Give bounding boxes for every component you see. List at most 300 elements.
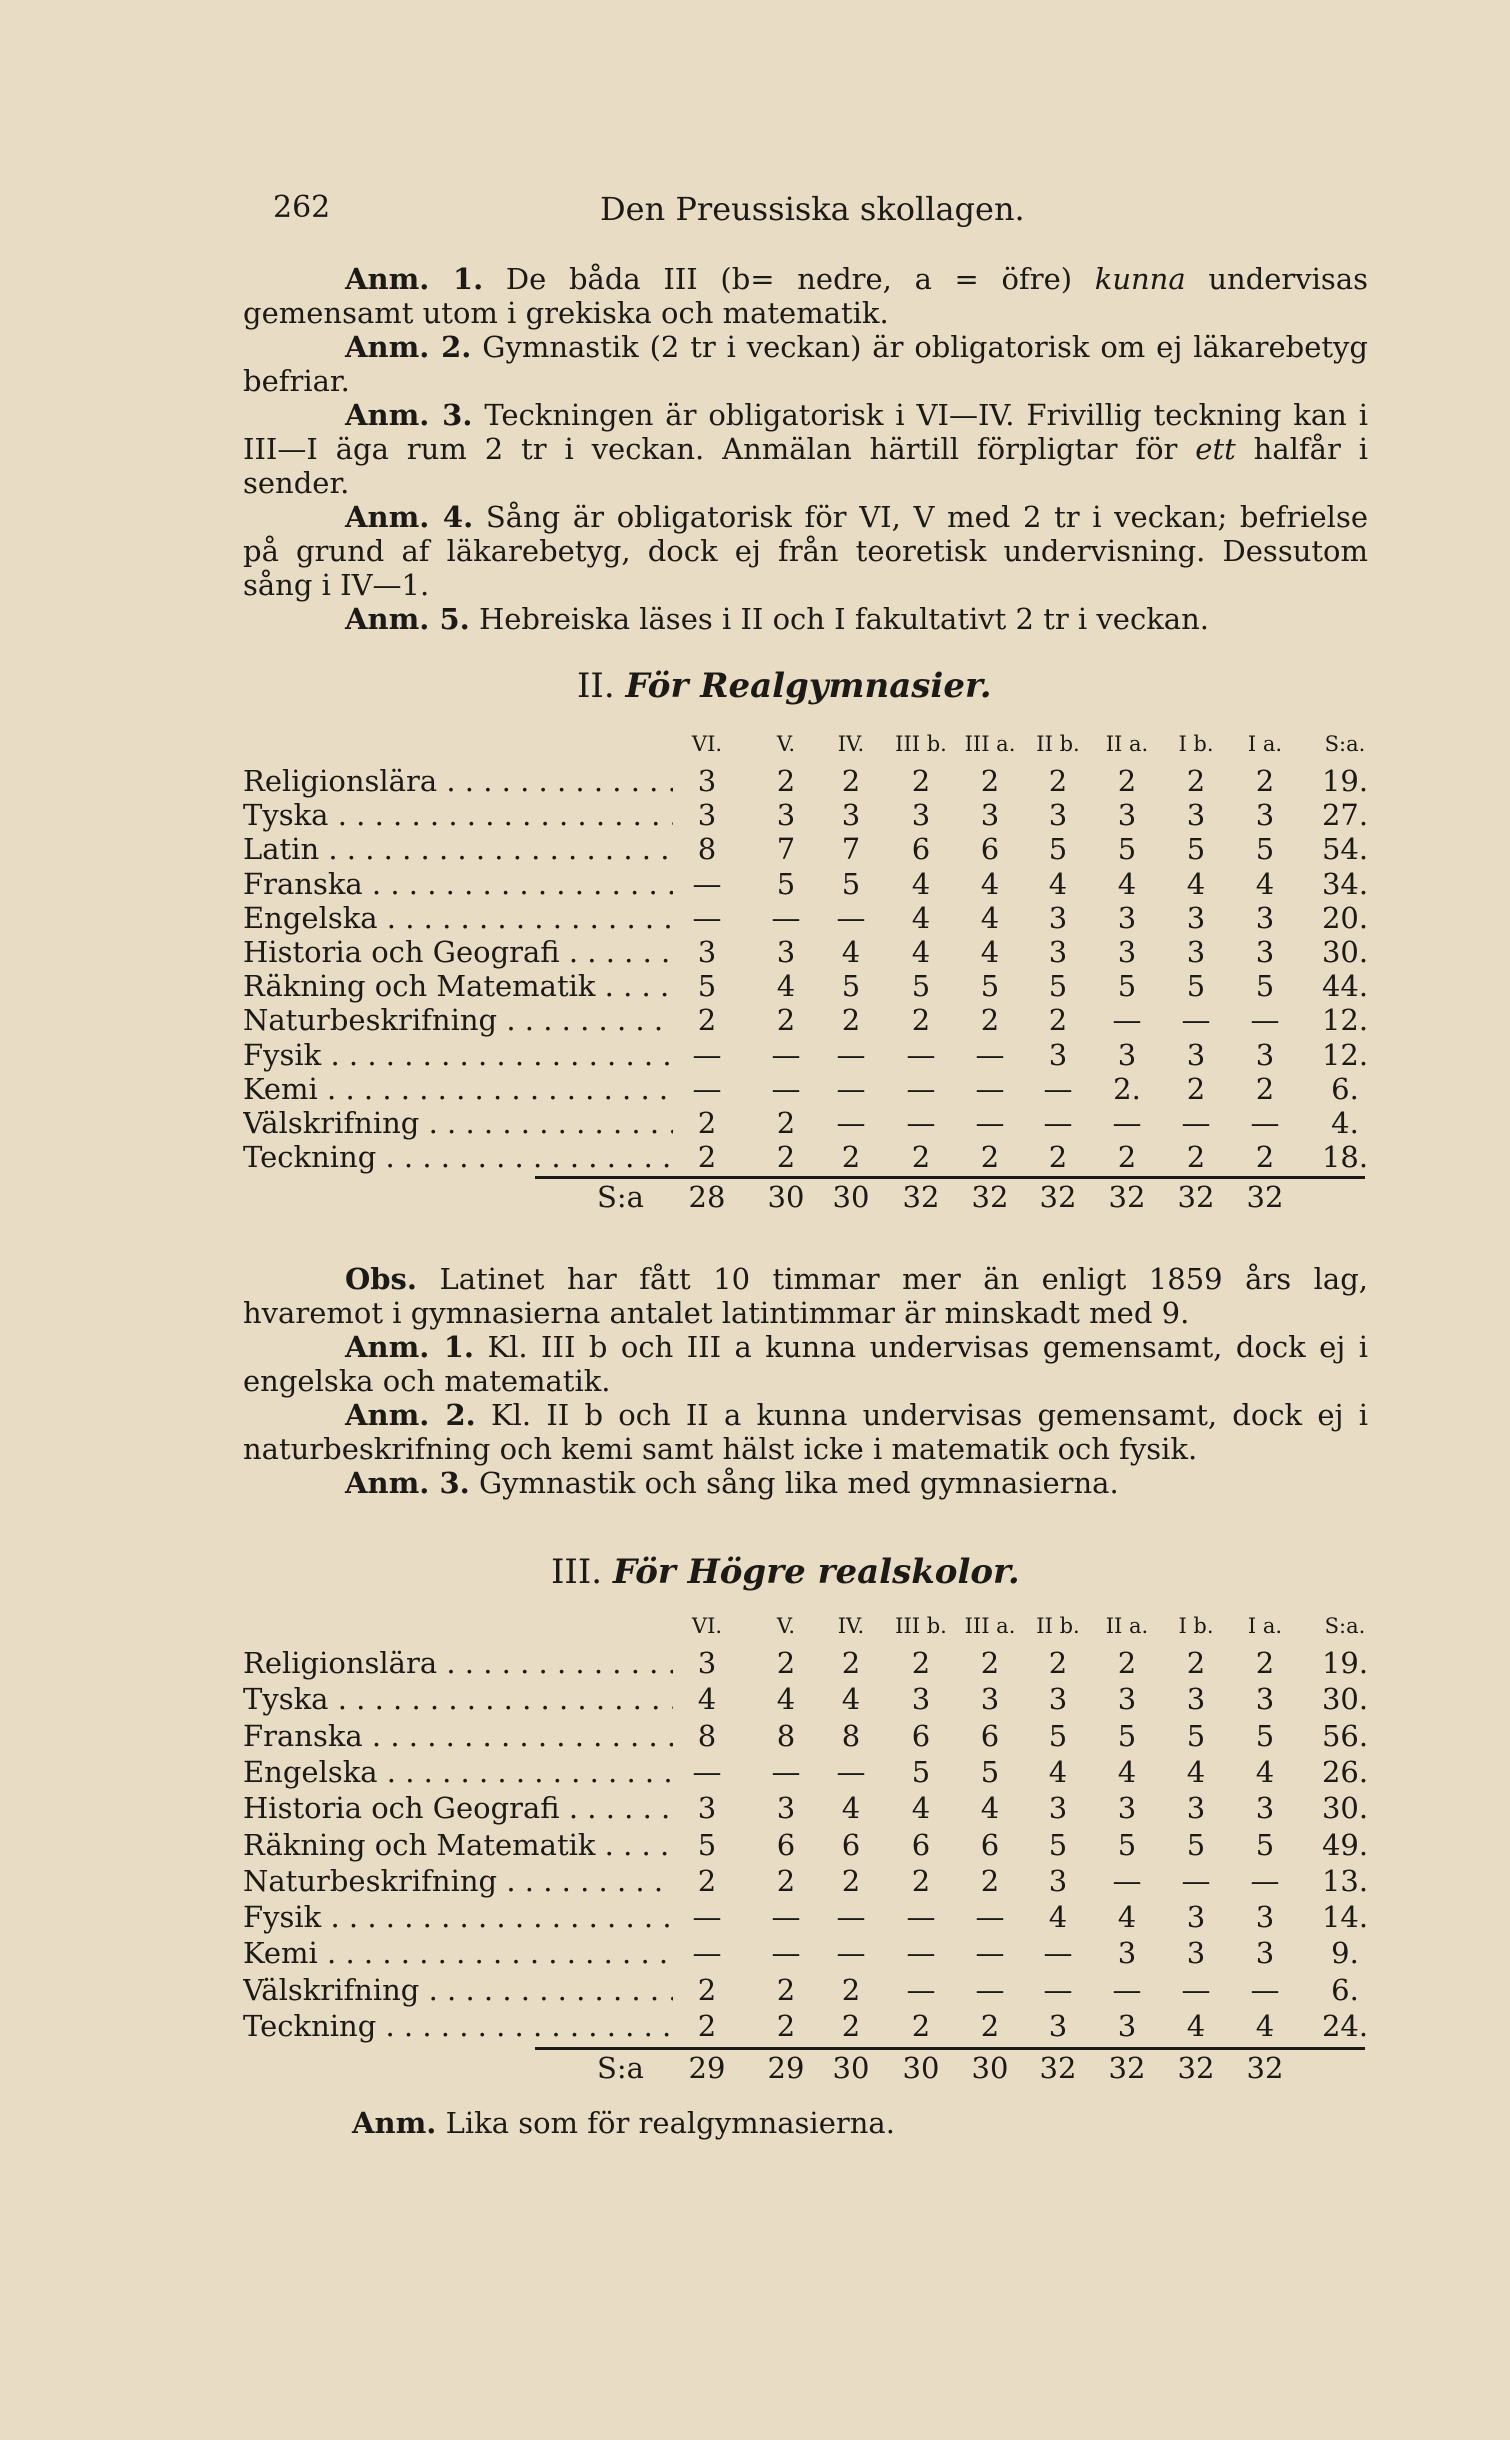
column-header: II a. [1105,732,1149,756]
table-row [243,1755,1373,1789]
table-cell: 6 [911,1718,931,1753]
table-cell: 3 [1048,2009,1068,2043]
table-cell: 30. [1321,1682,1369,1717]
table-row [243,1072,1373,1106]
final-note [352,2106,1252,2140]
table-cell: 2 [776,764,796,798]
subject-label: Engelska . . . [243,901,673,935]
table-cell: 12. [1321,1003,1369,1038]
note-paragraph [243,1330,1368,1398]
table-cell: 5 [1255,832,1275,867]
note-text: Gymnastik och sång lika med gymnasierna. [469,1466,1119,1500]
table-cell: 2 [697,1972,717,2007]
column-header: II b. [1036,732,1080,756]
table-cell: — [906,1071,936,1106]
table-row [243,2009,1373,2043]
table-cell: 26. [1321,1754,1369,1789]
table-cell: 5 [1117,1718,1137,1753]
table-cell: 8 [841,1718,861,1753]
table-cell: — [1250,1003,1280,1038]
table-cell: 5 [1048,1718,1068,1753]
table-cell: 3 [1117,1791,1137,1826]
table-cell: 2 [841,1972,861,2007]
table-cell: 3 [911,798,931,833]
table-cell: — [1250,1972,1280,2007]
table-cell: 3 [980,1682,1000,1717]
table-cell: 4 [1255,866,1275,901]
table-cell: 8 [697,1718,717,1753]
table-cell: 4 [1048,1900,1068,1935]
table-cell: — [975,1972,1005,2007]
table-cell: 2 [1048,1646,1068,1680]
column-header: VI. [691,732,723,756]
table-cell: — [771,1900,801,1935]
table-row [243,1140,1373,1174]
table-cell: 5 [841,969,861,1004]
column-header: III b. [895,732,947,756]
table-cell: 7 [841,832,861,867]
table-cell: 2 [1186,1071,1206,1106]
table-cell: 2 [911,2009,931,2043]
column-header: III a. [964,732,1016,756]
sum-cell: 28 [688,1180,726,1215]
note-label: Anm. 5. [345,602,470,636]
table-cell: 4 [1186,1754,1206,1789]
table-cell: 4 [697,1682,717,1717]
notes-top [243,262,1368,636]
table-cell: 4 [841,1682,861,1717]
page-header [273,190,1373,230]
table-cell: 5 [1117,832,1137,867]
note-label: Anm. 3. [345,1466,470,1500]
note-label: Anm. 1. [345,1330,474,1364]
table-cell: 2 [911,764,931,798]
table-cell: — [1181,1003,1211,1038]
table-cell: 2 [911,1863,931,1898]
table-cell: — [1181,1972,1211,2007]
subject-label: Naturbeskrifning . . . [243,1003,673,1037]
column-header: I a. [1247,1614,1283,1638]
table-row [243,1038,1373,1072]
note-italic: ett [1195,432,1236,466]
table-cell: 2 [841,764,861,798]
sum-cell: 30 [767,1180,805,1215]
table-cell: — [836,900,866,935]
table-cell: 19. [1321,764,1369,798]
note-paragraph [243,1398,1368,1466]
table-cell: 30. [1321,1791,1369,1826]
table-cell: 5 [1048,969,1068,1004]
table-cell: 2 [776,2009,796,2043]
table-cell: 3 [1117,900,1137,935]
table-row [243,1828,1373,1862]
table-cell: 3 [1048,1791,1068,1826]
sum-cell: 32 [1246,2051,1284,2086]
table-cell: 4 [1048,1754,1068,1789]
table-cell: 3 [776,1791,796,1826]
note-text: Kl. III b och III a kunna undervisas gemensamt, dock ej i engelska och matematik. [243,1330,1368,1398]
table-cell: 2 [697,1863,717,1898]
table-cell: 4 [911,866,931,901]
table-cell: 12. [1321,1037,1369,1072]
note-paragraph [243,330,1368,398]
table-row [243,1106,1373,1140]
table-cell: — [1043,1071,1073,1106]
table-cell: 2 [1186,1140,1206,1175]
note-text: halfår i sender. [243,432,1368,500]
table-cell: 2 [776,1972,796,2007]
table-cell: 2 [841,1646,861,1680]
table-cell: 2 [911,1140,931,1175]
table-cell: — [1112,1003,1142,1038]
sum-label: S:a [597,2051,644,2086]
table-cell: — [906,1037,936,1072]
table-cell: 3 [1048,900,1068,935]
subject-label: Teckning . . . [243,2009,673,2043]
final-note-label: Anm. [352,2106,437,2140]
table-cell: 56. [1321,1718,1369,1753]
table-cell: 6 [911,1827,931,1862]
section-ii-numeral: II. [577,666,615,706]
subject-label: Fysik . . . [243,1038,673,1072]
table-cell: 3 [697,1646,717,1680]
table-cell: 9. [1331,1936,1359,1971]
final-note-text: Lika som för realgymnasierna. [436,2106,895,2140]
table-cell: 3 [776,798,796,833]
table-cell: — [975,1936,1005,1971]
column-header: III b. [895,1614,947,1638]
sum-label: S:a [597,1180,644,1215]
table-cell: — [836,1936,866,1971]
table-cell: 3 [911,1682,931,1717]
table-cell: 2 [1117,1646,1137,1680]
column-header: I b. [1178,1614,1214,1638]
table-cell: — [692,1071,722,1106]
table-cell: 2 [1048,1003,1068,1038]
note-paragraph [243,1262,1368,1330]
table-cell: 2 [697,2009,717,2043]
note-text: Hebreiska läses i II och I fakultativt 2 tr i veckan. [469,602,1209,636]
table-cell: 3 [1255,1037,1275,1072]
table-cell: 4 [1117,1754,1137,1789]
table-row [243,969,1373,1003]
section-iii-title: För Högre realskolor. [612,1552,1020,1592]
table-cell: 2 [980,2009,1000,2043]
table-cell: 5 [697,969,717,1004]
table-cell: 3 [1186,798,1206,833]
sum-cell: 32 [1108,2051,1146,2086]
sum-cell: 30 [832,2051,870,2086]
subject-label: Latin . . . [243,832,673,866]
subject-label: Teckning . . . [243,1140,673,1174]
subject-label: Historia och Geografi . . . [243,1791,673,1825]
table-cell: 2 [841,1863,861,1898]
table-cell: 5 [1117,1827,1137,1862]
table-cell: 54. [1321,832,1369,867]
table-cell: 2 [980,1863,1000,1898]
page-number: 262 [273,190,331,225]
table-cell: — [836,1071,866,1106]
note-text: Sång är obligatorisk för VI, V med 2 tr i veckan; befrielse på grund af läkarebetyg, dock ej från teoretisk undervisning. Dessutom sång i IV—1. [243,500,1368,602]
note-text: Kl. II b och II a kunna undervisas gemensamt, dock ej i naturbeskrifning och kemi samt hälst icke i matematik och fysik. [243,1398,1368,1466]
subject-label: Kemi . . . [243,1936,673,1970]
table-cell: 8 [697,832,717,867]
table-cell: 5 [1186,969,1206,1004]
table-cell: 2 [980,1003,1000,1038]
note-italic: kunna [1094,262,1186,296]
table-cell: 2 [841,1003,861,1038]
table-cell: 3 [1186,935,1206,969]
column-header: II b. [1036,1614,1080,1638]
table-cell: 4 [911,935,931,969]
table-cell: 2 [841,2009,861,2043]
sum-cell: 32 [1177,2051,1215,2086]
table-cell: 5 [841,866,861,901]
subject-label: Välskrifning . . . [243,1106,673,1140]
table-cell: 5 [980,969,1000,1004]
table-cell: 4 [1186,866,1206,901]
table-cell: 2 [1186,764,1206,798]
column-header: S:a. [1324,1614,1366,1638]
table-cell: 4 [1255,2009,1275,2043]
table-cell: — [692,1936,722,1971]
table-cell: 3 [1048,798,1068,833]
table-cell: — [975,1106,1005,1140]
note-label: Anm. 1. [345,262,484,296]
note-text: Latinet har fått 10 timmar mer än enligt 1859 års lag, hvaremot i gymnasierna antalet latintimmar är minskadt med 9. [243,1262,1368,1330]
table-cell: 4 [841,1791,861,1826]
column-header: V. [776,1614,796,1638]
table-cell: 5 [697,1827,717,1862]
table-cell: 2 [911,1003,931,1038]
table-cell: 3 [1186,1791,1206,1826]
subject-label: Naturbeskrifning . . . [243,1864,673,1898]
column-header: II a. [1105,1614,1149,1638]
table-cell: — [975,1071,1005,1106]
sum-cell: 32 [1108,1180,1146,1215]
note-text: Teckningen är obligatorisk i VI—IV. Frivillig teckning kan i III—I äga rum 2 tr i veckan. Anmälan härtill förpligtar för [243,398,1368,466]
subject-label: Engelska . . . [243,1755,673,1789]
table-cell: 4 [776,969,796,1004]
table-cell: 3 [1117,798,1137,833]
table-cell: 27. [1321,798,1369,833]
table-cell: 8 [776,1718,796,1753]
table-cell: — [1043,1972,1073,2007]
table-row [243,832,1373,866]
subject-label: Religionslära . . . [243,1646,673,1680]
table-row [243,1003,1373,1037]
sum-row [0,2051,1510,2085]
table-cell: — [771,1071,801,1106]
table-cell: — [1112,1863,1142,1898]
table-cell: 3 [1255,798,1275,833]
table-cell: 6 [980,832,1000,867]
table-cell: 3 [1186,1682,1206,1717]
sum-cell: 30 [971,2051,1009,2086]
table-cell: — [836,1900,866,1935]
sum-cell: 29 [688,2051,726,2086]
table-cell: — [692,1754,722,1789]
table-cell: 49. [1321,1827,1369,1862]
table-cell: 3 [1255,1900,1275,1935]
table-cell: 3 [697,764,717,798]
table-cell: — [975,1037,1005,1072]
table-cell: 2 [1117,1140,1137,1175]
table-cell: — [771,1754,801,1789]
table-cell: 3 [1048,1863,1068,1898]
section-ii-heading [577,666,1377,706]
note-paragraph [243,398,1368,500]
table-cell: 4 [1255,1754,1275,1789]
table-cell: 3 [1117,935,1137,969]
table-cell: — [906,1900,936,1935]
sum-cell: 30 [832,1180,870,1215]
table-cell: — [771,1037,801,1072]
note-label: Obs. [345,1262,417,1296]
table-cell: — [1112,1106,1142,1140]
table-cell: 3 [1048,1682,1068,1717]
subject-label: Tyska . . . [243,798,673,832]
section-iii-heading [551,1552,1351,1592]
table-cell: 5 [911,969,931,1004]
table-cell: 30. [1321,935,1369,969]
table-cell: 3 [1048,1037,1068,1072]
note-paragraph [243,602,1368,636]
section-iii-numeral: III. [551,1552,603,1592]
table-cell: 4 [980,1791,1000,1826]
table-cell: 3 [1117,1682,1137,1717]
table-cell: 3 [1186,1037,1206,1072]
table-row [243,1791,1373,1825]
table-cell: 34. [1321,866,1369,901]
table-cell: 24. [1321,2009,1369,2043]
table-cell: 2 [776,1140,796,1175]
table-cell: — [692,900,722,935]
subject-label: Välskrifning . . . [243,1973,673,2007]
table-cell: 4 [911,900,931,935]
table-cell: 4 [776,1682,796,1717]
table-cell: 5 [1048,1827,1068,1862]
table-cell: — [906,1972,936,2007]
table-row [243,1900,1373,1934]
subject-label: Religionslära . . . [243,764,673,798]
table-cell: 6 [980,1718,1000,1753]
table-cell: 18. [1321,1140,1369,1175]
table-cell: 3 [697,935,717,969]
table-cell: 3 [697,1791,717,1826]
table-cell: 2 [697,1003,717,1038]
table-cell: 3 [776,935,796,969]
table-cell: 3 [1255,1791,1275,1826]
table-cell: 5 [776,866,796,901]
table-cell: 6. [1331,1972,1359,2007]
table-cell: 3 [980,798,1000,833]
sum-cell: 32 [902,1180,940,1215]
column-header: IV. [837,732,865,756]
note-label: Anm. 2. [345,1398,476,1432]
subject-label: Franska . . . [243,1719,673,1753]
table-cell: 2 [1255,764,1275,798]
table-cell: 3 [1186,1936,1206,1971]
running-title: Den Preussiska skollagen. [600,190,1025,228]
table-cell: 5 [1186,1718,1206,1753]
table-cell: — [836,1037,866,1072]
table-row [243,1973,1373,2007]
table-cell: — [836,1754,866,1789]
table-cell: — [692,1037,722,1072]
table-cell: 2 [1117,764,1137,798]
note-label: Anm. 3. [345,398,473,432]
table-cell: 5 [1117,969,1137,1004]
table-cell: 19. [1321,1646,1369,1680]
table-cell: 6 [776,1827,796,1862]
table-cell: 3 [697,798,717,833]
table-cell: 2 [697,1106,717,1140]
table-cell: 2 [980,1140,1000,1175]
table-row [243,935,1373,969]
column-header: VI. [691,1614,723,1638]
table-cell: 4 [980,900,1000,935]
table-row [243,867,1373,901]
table-cell: 4 [841,935,861,969]
note-paragraph [243,1466,1368,1500]
table-cell: — [692,1900,722,1935]
sum-cell: 29 [767,2051,805,2086]
sum-row [0,1180,1510,1214]
table-row [243,1719,1373,1753]
sum-cell: 30 [902,2051,940,2086]
table-cell: 3 [1186,900,1206,935]
table-cell: 5 [1255,969,1275,1004]
table-cell: 3 [1255,1682,1275,1717]
table-cell: 44. [1321,969,1369,1004]
table-cell: 2 [841,1140,861,1175]
note-text: undervisas gemensamt utom i grekiska och matematik. [243,262,1368,330]
table-cell: 4 [1117,866,1137,901]
note-text: Gymnastik (2 tr i veckan) är obligatorisk om ej läkarebetyg befriar. [243,330,1368,398]
subject-label: Kemi . . . [243,1072,673,1106]
table-cell: — [906,1936,936,1971]
note-paragraph [243,262,1368,330]
table-cell: 4. [1331,1106,1359,1140]
table-cell: 2 [697,1140,717,1175]
table-cell: 6 [980,1827,1000,1862]
table-cell: 2 [1048,764,1068,798]
table-cell: — [771,1936,801,1971]
table-cell: 2 [980,1646,1000,1680]
table-cell: 4 [1048,866,1068,901]
table-row [243,798,1373,832]
table-cell: 6. [1331,1071,1359,1106]
table-cell: — [1250,1106,1280,1140]
column-header: I a. [1247,732,1283,756]
table-cell: 4 [980,866,1000,901]
table-cell: 3 [1255,900,1275,935]
table-cell: 5 [1186,1827,1206,1862]
table-row [243,1646,1373,1680]
sum-cell: 32 [1246,1180,1284,1215]
column-header: S:a. [1324,732,1366,756]
table-cell: 3 [1117,2009,1137,2043]
table-cell: 4 [911,1791,931,1826]
table-cell: 2 [1255,1071,1275,1106]
table-cell: — [1250,1863,1280,1898]
table-cell: 3 [1117,1037,1137,1072]
column-header: IV. [837,1614,865,1638]
table-cell: 2 [1186,1646,1206,1680]
table-cell: — [692,866,722,901]
table-cell: 2 [1255,1140,1275,1175]
